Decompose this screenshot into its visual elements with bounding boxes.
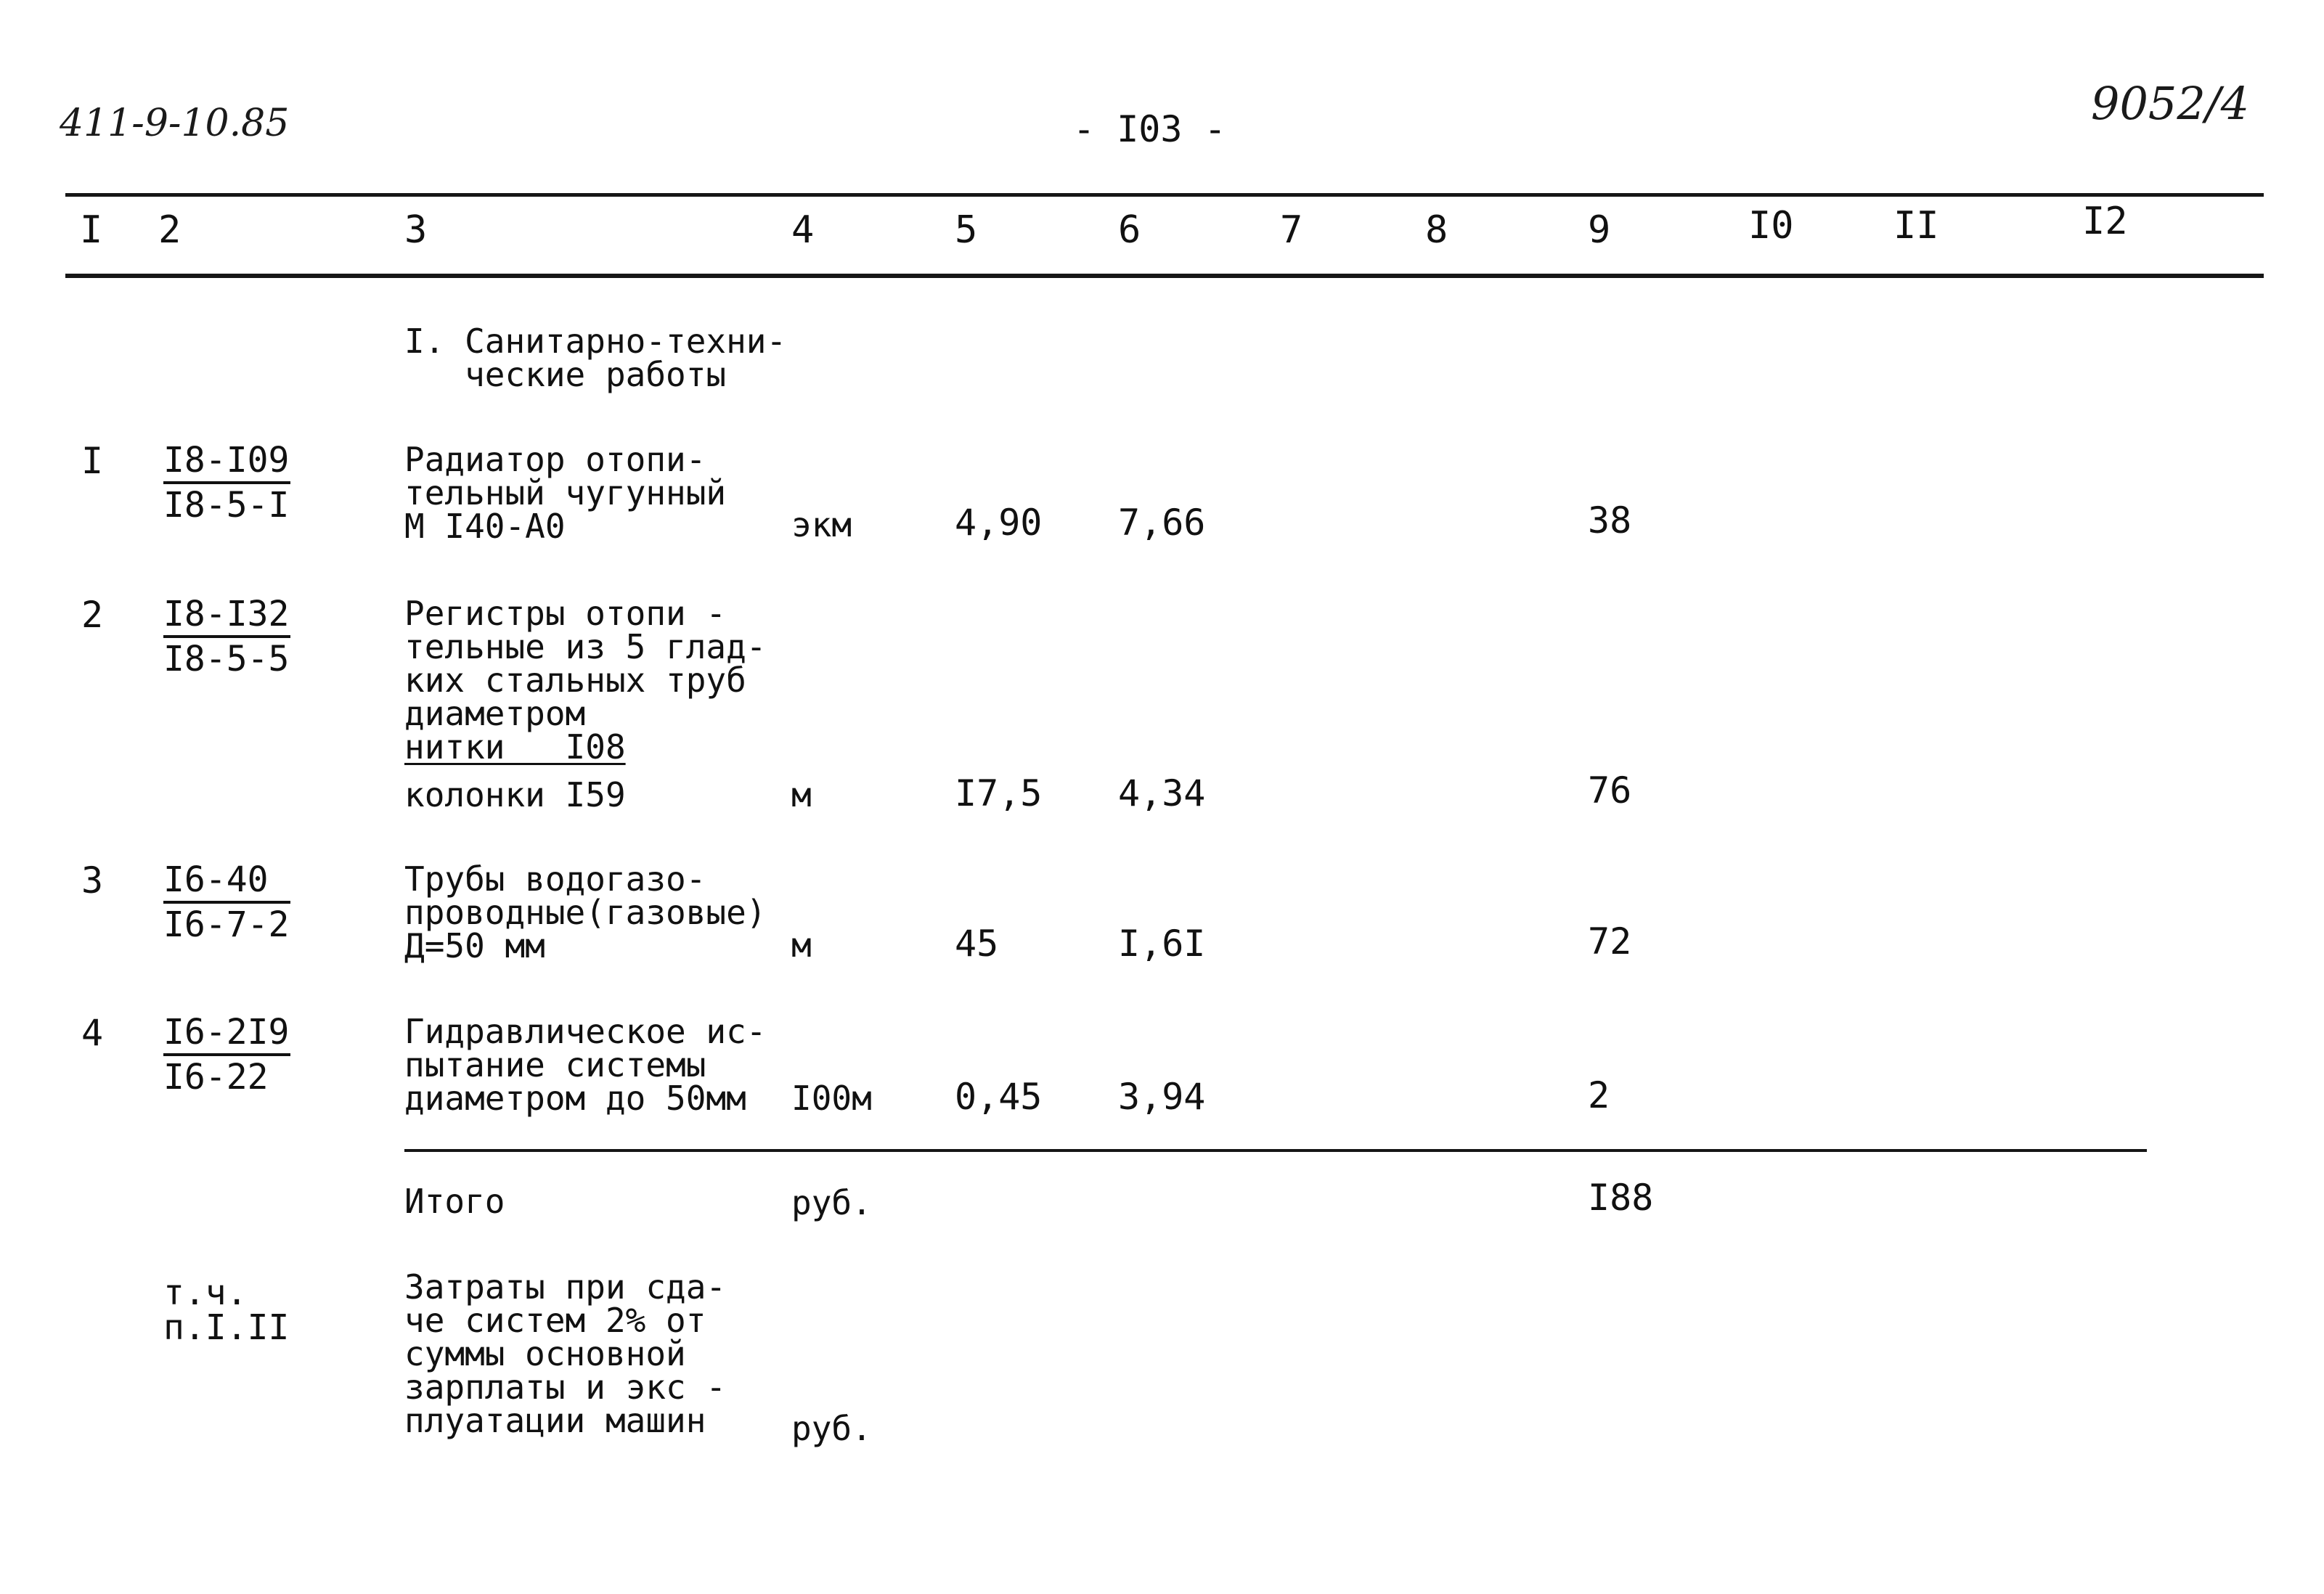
norm-code-bottom: I8-5-5 — [163, 639, 290, 679]
description-subline-pipe: нитки I08 — [404, 727, 626, 767]
quantity: 4,90 — [955, 502, 1043, 544]
description-line: тельный чугунный — [404, 473, 727, 512]
norm-code — [163, 593, 294, 680]
unit: м — [791, 925, 812, 965]
header-top-rule — [65, 193, 2264, 197]
row-number: 4 — [81, 1012, 104, 1054]
total-cost: 76 — [1588, 769, 1632, 812]
description-subline-column: колонки I59 — [404, 775, 626, 814]
description-line: Затраты при сда- — [404, 1267, 727, 1307]
description-line: Д=50 мм — [404, 926, 545, 965]
unit: м — [791, 775, 812, 814]
description-line: диаметром до 50мм — [404, 1079, 746, 1118]
norm-code — [163, 439, 294, 526]
quantity: 0,45 — [955, 1076, 1043, 1118]
column-number: I2 — [2082, 200, 2128, 243]
album-reference: 9052/4 — [2091, 77, 2250, 130]
unit-price: I,6I — [1118, 923, 1206, 965]
description-line: Трубы водогазо- — [404, 859, 706, 899]
extra-description — [404, 1267, 727, 1440]
column-number: 5 — [955, 208, 978, 252]
description-line: зарплаты и экс - — [404, 1368, 727, 1407]
document-code: 411-9-10.85 — [60, 102, 290, 145]
quantity: 45 — [955, 923, 999, 965]
description-line: Гидравлическое ис- — [404, 1012, 767, 1051]
column-number: 3 — [404, 208, 428, 252]
subtotal-unit: руб. — [791, 1183, 872, 1222]
norm-code-top: I6-2I9 — [163, 1011, 290, 1056]
column-number: I0 — [1748, 204, 1794, 248]
norm-code-bottom: I6-7-2 — [163, 904, 290, 945]
subtotal-rule — [404, 1149, 2147, 1152]
extra-unit: руб. — [791, 1409, 872, 1448]
header-bottom-rule — [65, 274, 2264, 278]
total-cost: 2 — [1588, 1074, 1610, 1116]
row-number: 2 — [81, 594, 104, 636]
description-line: диаметром — [404, 694, 586, 733]
column-number: I — [80, 208, 103, 252]
description-line: плуатации машин — [404, 1401, 706, 1440]
row-number: I — [81, 440, 104, 482]
subtotal-total: I88 — [1588, 1177, 1654, 1219]
unit: I00м — [791, 1079, 872, 1118]
quantity: I7,5 — [955, 772, 1043, 814]
reference-line: п.I.II — [163, 1307, 290, 1348]
section-title — [404, 322, 787, 394]
description-line: тельные из 5 глад- — [404, 627, 767, 666]
norm-code-top: I8-I32 — [163, 593, 290, 638]
column-number: 2 — [158, 208, 182, 252]
work-description — [404, 859, 767, 965]
subtotal-label: Итого — [404, 1182, 505, 1221]
column-number: 7 — [1280, 208, 1303, 252]
total-cost: 38 — [1588, 499, 1632, 541]
norm-code-bottom: I8-5-I — [163, 485, 290, 526]
column-number: 6 — [1118, 208, 1141, 252]
total-cost: 72 — [1588, 920, 1632, 962]
description-line: Радиатор отопи- — [404, 440, 706, 479]
work-description — [404, 1012, 767, 1118]
section-title-line: ческие работы — [404, 355, 727, 394]
column-number: 9 — [1588, 208, 1611, 252]
norm-code-top: I6-40 — [163, 859, 290, 904]
work-description — [404, 440, 727, 546]
norm-code-top: I8-I09 — [163, 439, 290, 484]
unit-price: 3,94 — [1118, 1076, 1206, 1118]
norm-code — [163, 859, 294, 946]
column-number: 4 — [791, 208, 815, 252]
description-line: М I40-А0 — [404, 507, 566, 546]
description-line: пытание системы — [404, 1045, 706, 1084]
description-line: Регистры отопи - — [404, 594, 727, 633]
description-line: че систем 2% от — [404, 1301, 706, 1340]
column-number: II — [1893, 204, 1939, 248]
column-number: 8 — [1425, 208, 1448, 252]
extra-reference — [163, 1272, 290, 1348]
section-title-line: I. Санитарно-техни- — [404, 322, 787, 361]
reference-line: т.ч. — [163, 1272, 248, 1313]
work-description — [404, 594, 767, 767]
row-number: 3 — [81, 859, 104, 902]
norm-code — [163, 1011, 294, 1098]
unit: экм — [791, 505, 852, 544]
norm-code-bottom: I6-22 — [163, 1057, 269, 1098]
unit-price: 7,66 — [1118, 502, 1206, 544]
description-line: суммы основной — [404, 1334, 686, 1373]
description-line: проводные(газовые) — [404, 893, 767, 932]
unit-price: 4,34 — [1118, 772, 1206, 814]
page-number: - I03 - — [1073, 108, 1226, 150]
description-line: ких стальных труб — [404, 661, 746, 700]
